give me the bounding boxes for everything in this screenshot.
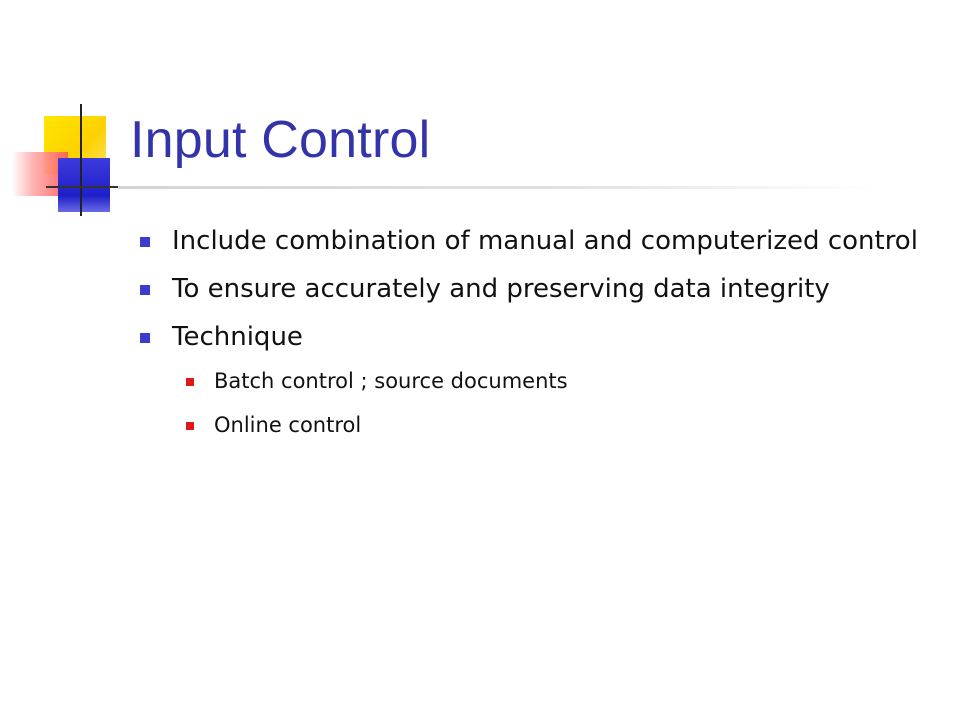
- title-underline: [118, 186, 878, 189]
- square-bullet-icon: [140, 285, 150, 295]
- decorative-logo: [0, 0, 140, 230]
- sub-bullet-item: [134, 410, 924, 440]
- bullet-list: [134, 222, 924, 454]
- bullet-text: Technique: [172, 322, 303, 352]
- sub-bullet-text: Online control: [214, 413, 362, 437]
- bullet-item: [134, 318, 924, 356]
- slide-title: Input Control: [130, 111, 431, 169]
- blue-square-shape: [58, 158, 110, 212]
- bullet-item: [134, 270, 924, 308]
- bullet-text: Include combination of manual and computerized control: [172, 226, 918, 256]
- vertical-line-shape: [80, 104, 82, 216]
- square-sub-bullet-icon: [186, 422, 194, 430]
- square-bullet-icon: [140, 333, 150, 343]
- square-sub-bullet-icon: [186, 378, 194, 386]
- sub-bullet-item: [134, 366, 924, 396]
- bullet-text: To ensure accurately and preserving data integrity: [172, 274, 830, 304]
- bullet-item: [134, 222, 924, 260]
- sub-bullet-text: Batch control ; source documents: [214, 369, 568, 393]
- square-bullet-icon: [140, 237, 150, 247]
